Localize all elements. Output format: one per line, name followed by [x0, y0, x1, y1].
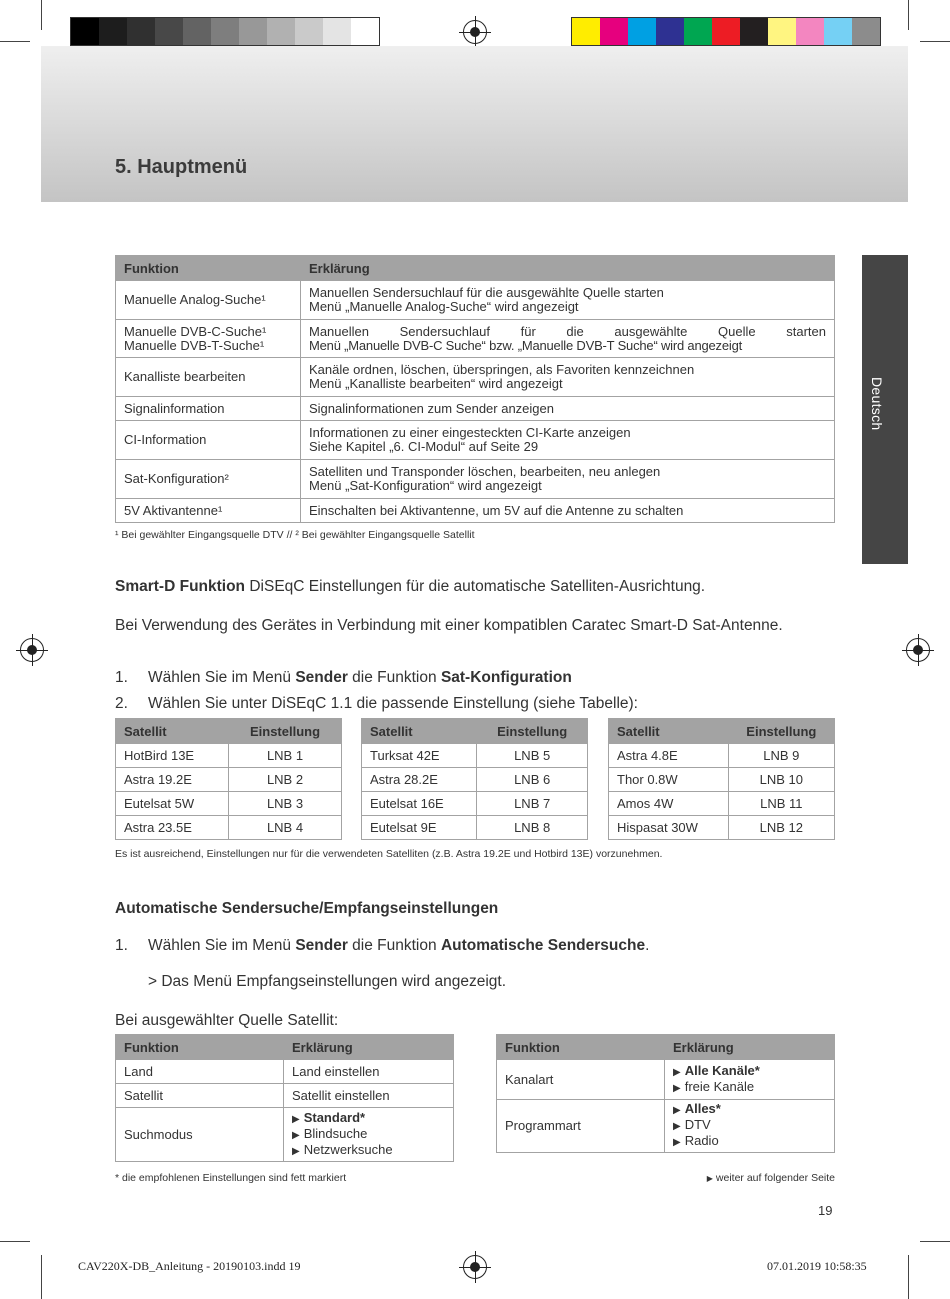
- triangle-right-icon: ▶: [706, 1174, 713, 1183]
- language-tab-label: Deutsch: [869, 377, 885, 431]
- row-erklaerung-line: Menü „Manuelle Analog-Suche“ wird angezeigt: [309, 299, 579, 314]
- row-erklaerung-line: Informationen zu einer eingesteckten CI-Karte anzeigen: [309, 425, 631, 440]
- step-text: die Funktion: [347, 669, 441, 686]
- registration-mark-right: [906, 638, 930, 662]
- table-header-row: [609, 719, 835, 744]
- table-row: [362, 816, 588, 840]
- continued-label: weiter auf folgender Seite: [715, 1172, 835, 1184]
- sat-lnb-table-1: [115, 718, 342, 840]
- gray-calibration-bar: [70, 17, 380, 46]
- row-options: [284, 1108, 454, 1162]
- calibration-swatch: [155, 18, 183, 45]
- row-erklaerung: [301, 460, 835, 499]
- row-erklaerung-line: Siehe Kapitel „6. CI-Modul“ auf Seite 29: [309, 439, 539, 454]
- smartd-intro: [115, 577, 835, 596]
- row-funktion: [116, 320, 301, 358]
- lnb-value: LNB 4: [229, 816, 342, 840]
- smartd-step-2: [115, 694, 835, 713]
- option-label: Alles*: [684, 1101, 721, 1116]
- option-item: [292, 1127, 445, 1143]
- row-funktion-line: Manuelle DVB-T-Suche¹: [124, 337, 265, 353]
- triangle-right-icon: ▶: [673, 1066, 681, 1078]
- sat-name: Thor 0.8W: [609, 768, 729, 792]
- row-funktion-line: Manuelle DVB-C-Suche¹: [124, 323, 267, 339]
- calibration-swatch: [824, 18, 852, 45]
- main-menu-table: [115, 255, 835, 523]
- row-erklaerung-line: Einschalten bei Aktivantenne, um 5V auf die Antenne zu schalten: [309, 502, 684, 518]
- sat-lnb-table-2: [361, 718, 588, 840]
- table-row: [116, 320, 835, 358]
- table-row: [116, 499, 835, 523]
- triangle-right-icon: ▶: [673, 1105, 681, 1116]
- color-calibration-bar: [571, 17, 881, 46]
- table-row: [116, 358, 835, 397]
- registration-mark-left: [20, 638, 44, 662]
- row-options: [665, 1100, 835, 1153]
- lnb-value: LNB 7: [477, 792, 588, 816]
- column-header-funktion: Funktion: [116, 256, 301, 281]
- page-title: 5. Hauptmenü: [115, 156, 248, 178]
- registration-mark-top: [463, 20, 487, 44]
- table-row: [116, 421, 835, 460]
- table-row: [609, 744, 835, 768]
- option-item: [673, 1134, 826, 1150]
- step-number: 2.: [115, 695, 128, 712]
- sat-name: Eutelsat 16E: [362, 792, 477, 816]
- column-header-satellit: Satellit: [609, 719, 729, 744]
- row-erklaerung-line: Manuellen Sendersuchlauf für die ausgewählte Quelle starten: [309, 285, 664, 300]
- row-erklaerung: Satellit einstellen: [284, 1084, 454, 1108]
- column-header-einstellung: Einstellung: [728, 719, 834, 744]
- crop-mark: [41, 0, 42, 30]
- column-header-einstellung: Einstellung: [477, 719, 588, 744]
- calibration-swatch: [768, 18, 796, 45]
- sat-name: HotBird 13E: [116, 744, 229, 768]
- option-label: Blindsuche: [303, 1125, 368, 1141]
- smartd-step-1: [115, 668, 835, 687]
- crop-mark: [920, 41, 950, 42]
- sat-name: Turksat 42E: [362, 744, 477, 768]
- option-item: [292, 1143, 445, 1159]
- table-row: [116, 1060, 454, 1084]
- sat-name: Amos 4W: [609, 792, 729, 816]
- calibration-swatch: [796, 18, 824, 45]
- table-row: [116, 1108, 454, 1162]
- option-item: [673, 1118, 826, 1134]
- sat-name: Eutelsat 5W: [116, 792, 229, 816]
- row-erklaerung-line: Satelliten und Transponder löschen, bearbeiten, neu anlegen: [309, 464, 661, 479]
- table-row: [116, 744, 342, 768]
- step-text: .: [645, 937, 650, 954]
- calibration-swatch: [71, 18, 99, 45]
- column-header-erklaerung: Erklärung: [665, 1035, 835, 1060]
- main-table-footnote: ¹ Bei gewählter Eingangsquelle DTV // ² Bei gewählter Eingangsquelle Satellit: [115, 529, 475, 541]
- table-row: [116, 1084, 454, 1108]
- calibration-swatch: [323, 18, 351, 45]
- calibration-swatch: [351, 18, 379, 45]
- continued-note: [678, 1172, 835, 1184]
- column-header-satellit: Satellit: [116, 719, 229, 744]
- option-item: [673, 1080, 826, 1096]
- lnb-value: LNB 3: [229, 792, 342, 816]
- sat-name: Eutelsat 9E: [362, 816, 477, 840]
- step-number: 1.: [115, 669, 128, 686]
- crop-mark: [908, 0, 909, 30]
- table-row: [362, 768, 588, 792]
- receive-settings-table-left: [115, 1034, 454, 1162]
- row-funktion: 5V Aktivantenne¹: [116, 499, 301, 523]
- crop-mark: [908, 1255, 909, 1299]
- row-erklaerung: [301, 320, 835, 358]
- row-funktion: Sat-Konfiguration²: [116, 460, 301, 499]
- row-erklaerung-line: Kanäle ordnen, löschen, überspringen, als Favoriten kennzeichnen: [309, 362, 695, 377]
- row-erklaerung-line: Menü „Kanalliste bearbeiten“ wird angezeigt: [309, 376, 563, 391]
- option-label: freie Kanäle: [684, 1078, 755, 1094]
- lnb-value: LNB 9: [728, 744, 834, 768]
- auto-search-result: > Das Menü Empfangseinstellungen wird angezeigt.: [148, 973, 507, 990]
- row-erklaerung: [301, 281, 835, 320]
- row-erklaerung: [301, 397, 835, 421]
- step-bold-sender: Sender: [295, 669, 348, 686]
- calibration-swatch: [740, 18, 768, 45]
- table-row: [362, 792, 588, 816]
- option-label: Radio: [684, 1133, 719, 1148]
- row-funktion: Programmart: [497, 1100, 665, 1153]
- calibration-swatch: [628, 18, 656, 45]
- column-header-funktion: Funktion: [497, 1035, 665, 1060]
- column-header-erklaerung: Erklärung: [284, 1035, 454, 1060]
- row-funktion: Satellit: [116, 1084, 284, 1108]
- option-label: Standard*: [303, 1109, 366, 1125]
- lnb-value: LNB 10: [728, 768, 834, 792]
- row-erklaerung-line: Signalinformationen zum Sender anzeigen: [309, 400, 554, 416]
- column-header-satellit: Satellit: [362, 719, 477, 744]
- language-tab: [862, 255, 908, 564]
- table-row: [497, 1060, 835, 1100]
- row-funktion: Kanalliste bearbeiten: [116, 358, 301, 397]
- triangle-right-icon: ▶: [292, 1129, 300, 1141]
- smartd-heading: Smart-D Funktion: [115, 578, 246, 595]
- page-number: 19: [818, 1203, 833, 1218]
- table-header-row: [116, 1035, 454, 1060]
- recommended-note: * die empfohlenen Einstellungen sind fett markiert: [115, 1172, 347, 1184]
- receive-settings-table-right: [496, 1034, 835, 1153]
- table-row: [609, 816, 835, 840]
- lnb-value: LNB 12: [728, 816, 834, 840]
- table-header-row: [116, 719, 342, 744]
- table-row: [116, 792, 342, 816]
- column-header-einstellung: Einstellung: [229, 719, 342, 744]
- row-erklaerung-line: Manuellen Sendersuchlauf für die ausgewählte Quelle starten: [309, 323, 826, 339]
- option-label: Netzwerksuche: [303, 1141, 393, 1157]
- row-funktion: Manuelle Analog-Suche¹: [116, 281, 301, 320]
- row-erklaerung: [301, 358, 835, 397]
- row-funktion: Signalinformation: [116, 397, 301, 421]
- calibration-swatch: [211, 18, 239, 45]
- calibration-swatch: [656, 18, 684, 45]
- lnb-value: LNB 8: [477, 816, 588, 840]
- row-funktion: CI-Information: [116, 421, 301, 460]
- print-slug-file: CAV220X-DB_Anleitung - 20190103.indd 19: [78, 1259, 301, 1273]
- calibration-swatch: [239, 18, 267, 45]
- row-erklaerung-line: Menü „Manuelle DVB-C Suche“ bzw. „Manuelle DVB-T Suche“ wird angezeigt: [309, 337, 743, 353]
- calibration-swatch: [684, 18, 712, 45]
- row-options: [665, 1060, 835, 1100]
- crop-mark: [920, 1241, 950, 1242]
- table-row: [116, 281, 835, 320]
- calibration-swatch: [267, 18, 295, 45]
- sat-name: Astra 23.5E: [116, 816, 229, 840]
- option-label: Alle Kanäle*: [684, 1062, 760, 1078]
- triangle-right-icon: ▶: [292, 1145, 300, 1157]
- table-header-row: [116, 256, 835, 281]
- column-header-erklaerung: Erklärung: [301, 256, 835, 281]
- step-text: die Funktion: [347, 937, 441, 954]
- calibration-swatch: [712, 18, 740, 45]
- sat-name: Astra 4.8E: [609, 744, 729, 768]
- step-bold-function: Automatische Sendersuche: [440, 937, 646, 954]
- option-item: [673, 1102, 826, 1118]
- table-row: [609, 768, 835, 792]
- triangle-right-icon: ▶: [292, 1113, 300, 1125]
- registration-mark-bottom: [463, 1255, 487, 1279]
- row-erklaerung: [301, 499, 835, 523]
- table-row: [116, 816, 342, 840]
- table-row: [116, 768, 342, 792]
- row-funktion: Land: [116, 1060, 284, 1084]
- triangle-right-icon: ▶: [673, 1121, 681, 1132]
- auto-search-step-1: [115, 936, 835, 955]
- lnb-value: LNB 1: [229, 744, 342, 768]
- sat-name: Astra 19.2E: [116, 768, 229, 792]
- calibration-swatch: [572, 18, 600, 45]
- lnb-value: LNB 2: [229, 768, 342, 792]
- auto-search-heading: Automatische Sendersuche/Empfangseinstellungen: [115, 900, 499, 917]
- row-funktion: Kanalart: [497, 1060, 665, 1100]
- row-erklaerung: [301, 421, 835, 460]
- table-row: [116, 460, 835, 499]
- step-bold-sender: Sender: [295, 937, 348, 954]
- crop-mark: [0, 41, 30, 42]
- step-number: 1.: [115, 937, 128, 954]
- auto-search-source: Bei ausgewählter Quelle Satellit:: [115, 1012, 339, 1029]
- step-text: Wählen Sie unter DiSEqC 1.1 die passende Einstellung (siehe Tabelle):: [148, 695, 638, 712]
- option-item: [292, 1111, 445, 1127]
- crop-mark: [0, 1241, 30, 1242]
- table-row: [497, 1100, 835, 1153]
- calibration-swatch: [127, 18, 155, 45]
- triangle-right-icon: ▶: [673, 1137, 681, 1148]
- table-row: [362, 744, 588, 768]
- row-erklaerung-line: Menü „Sat-Konfiguration“ wird angezeigt: [309, 478, 542, 493]
- column-header-funktion: Funktion: [116, 1035, 284, 1060]
- step-text: Wählen Sie im Menü: [148, 669, 296, 686]
- sat-name: Astra 28.2E: [362, 768, 477, 792]
- lnb-value: LNB 5: [477, 744, 588, 768]
- calibration-swatch: [600, 18, 628, 45]
- step-bold-function: Sat-Konfiguration: [440, 669, 572, 686]
- row-erklaerung: Land einstellen: [284, 1060, 454, 1084]
- calibration-swatch: [183, 18, 211, 45]
- smartd-paragraph: Bei Verwendung des Gerätes in Verbindung mit einer kompatiblen Caratec Smart-D Sat-Antenne.: [115, 617, 783, 634]
- lnb-value: LNB 11: [728, 792, 834, 816]
- smartd-heading-rest: DiSEqC Einstellungen für die automatische Satelliten-Ausrichtung.: [245, 578, 706, 595]
- print-slug-date: 07.01.2019 10:58:35: [767, 1259, 867, 1273]
- table-header-row: [497, 1035, 835, 1060]
- option-item: [673, 1064, 826, 1080]
- table-row: [609, 792, 835, 816]
- table-row: [116, 397, 835, 421]
- step-text: Wählen Sie im Menü: [148, 937, 296, 954]
- option-label: DTV: [684, 1117, 711, 1132]
- calibration-swatch: [852, 18, 880, 45]
- calibration-swatch: [295, 18, 323, 45]
- sat-lnb-table-3: [608, 718, 835, 840]
- sat-tables-note: Es ist ausreichend, Einstellungen nur für die verwendeten Satelliten (z.B. Astra 19.2E und Hotbird 13E) vorzunehmen.: [115, 848, 663, 860]
- crop-mark: [41, 1255, 42, 1299]
- sat-name: Hispasat 30W: [609, 816, 729, 840]
- row-funktion: Suchmodus: [116, 1108, 284, 1162]
- calibration-swatch: [99, 18, 127, 45]
- table-header-row: [362, 719, 588, 744]
- lnb-value: LNB 6: [477, 768, 588, 792]
- triangle-right-icon: ▶: [673, 1082, 681, 1094]
